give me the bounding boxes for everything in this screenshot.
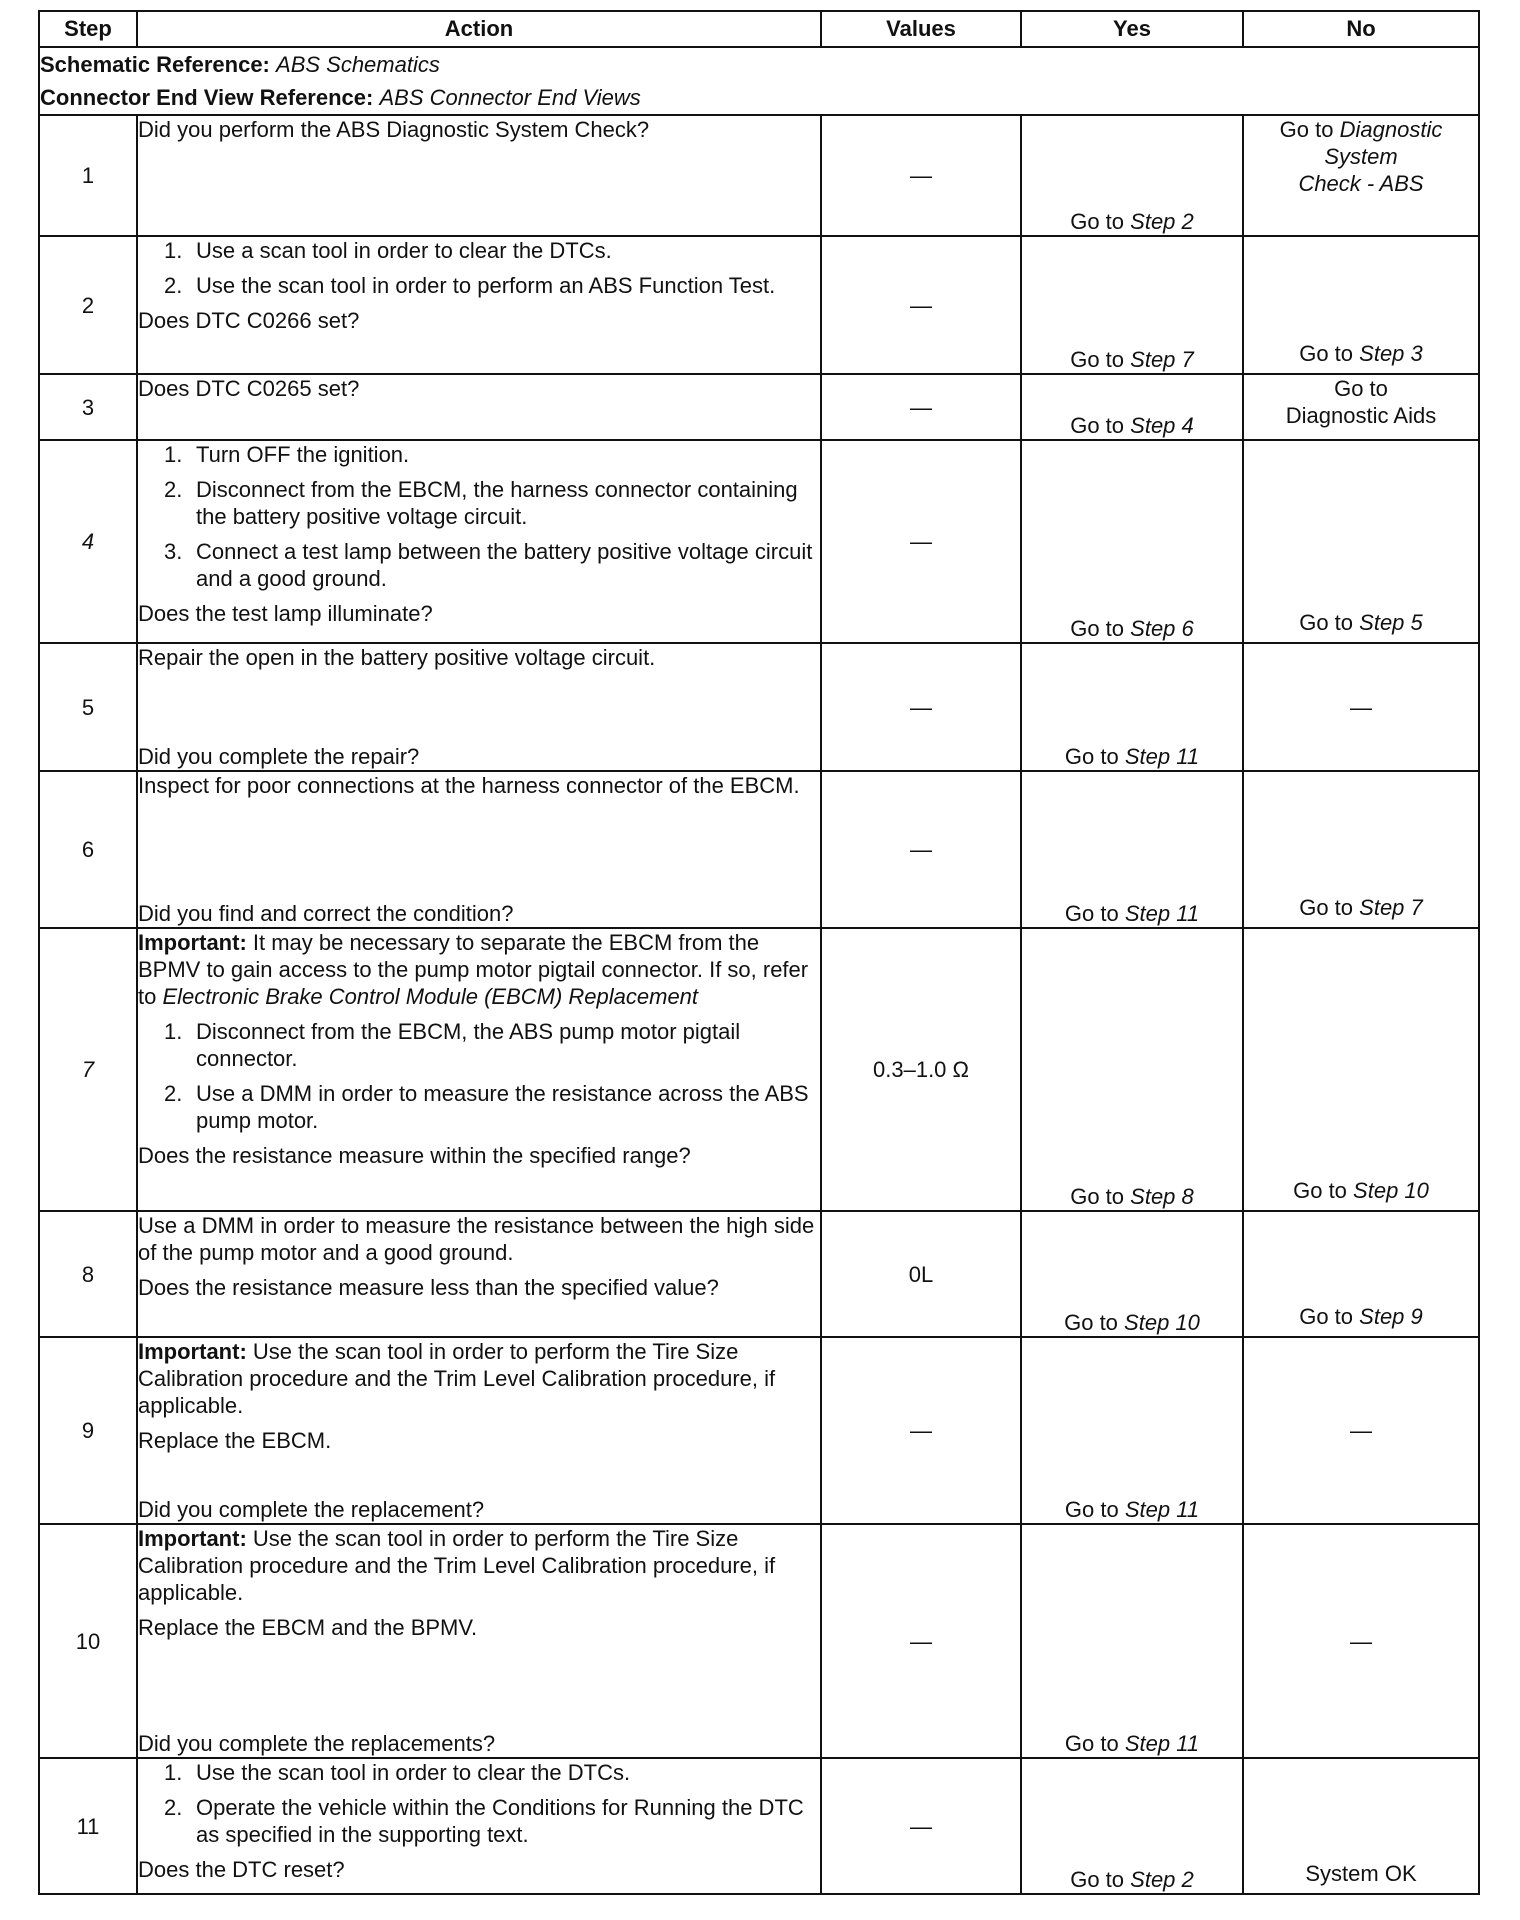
action-question: Does the resistance measure less than the specified value? xyxy=(138,1275,719,1300)
step-number: 11 xyxy=(39,1758,137,1894)
step-number: 8 xyxy=(39,1211,137,1337)
no-prefix: Go to xyxy=(1299,895,1354,920)
value-cell: 0.3–1.0 Ω xyxy=(821,928,1021,1211)
yes-target: Step 6 xyxy=(1130,616,1194,641)
action-cell xyxy=(137,115,821,236)
table-row xyxy=(39,928,1479,1211)
important-note xyxy=(138,1525,820,1606)
action-cell xyxy=(137,771,821,928)
value-cell: 0L xyxy=(821,1211,1021,1337)
step-number: 9 xyxy=(39,1337,137,1524)
table-row xyxy=(39,1211,1479,1337)
no-cell: — xyxy=(1243,643,1479,771)
table-row xyxy=(39,440,1479,643)
yes-prefix: Go to xyxy=(1064,1731,1119,1756)
no-prefix: Go to xyxy=(1299,341,1354,366)
no-cell[interactable] xyxy=(1243,771,1479,928)
action-cell xyxy=(137,374,821,440)
yes-cell[interactable] xyxy=(1021,115,1243,236)
yes-cell[interactable] xyxy=(1021,1337,1243,1524)
no-cell: System OK xyxy=(1243,1758,1479,1894)
no-target-2: System xyxy=(1324,144,1398,169)
no-target: Step 5 xyxy=(1359,610,1423,635)
step-number: 1 xyxy=(39,115,137,236)
no-prefix: Go to xyxy=(1299,610,1354,635)
table-row xyxy=(39,374,1479,440)
no-cell: — xyxy=(1243,1524,1479,1758)
yes-cell[interactable] xyxy=(1021,928,1243,1211)
action-cell xyxy=(137,1758,821,1894)
action-intro: Repair the open in the battery positive voltage circuit. xyxy=(138,645,656,670)
value-cell: — xyxy=(821,1337,1021,1524)
connector-reference-link[interactable]: ABS Connector End Views xyxy=(379,85,641,110)
value-cell: — xyxy=(821,440,1021,643)
action-intro: Replace the EBCM and the BPMV. xyxy=(138,1615,478,1640)
action-question: Does DTC C0265 set? xyxy=(138,376,360,401)
step-number: 10 xyxy=(39,1524,137,1758)
header-step: Step xyxy=(39,11,137,47)
step-number: 4 xyxy=(39,440,137,643)
yes-prefix: Go to xyxy=(1064,1497,1119,1522)
header-action: Action xyxy=(137,11,821,47)
yes-prefix: Go to xyxy=(1070,1184,1125,1209)
yes-prefix: Go to xyxy=(1064,901,1119,926)
step-number: 3 xyxy=(39,374,137,440)
connector-reference xyxy=(40,81,1478,114)
important-note xyxy=(138,1338,820,1419)
step-number: 2 xyxy=(39,236,137,374)
important-label: Important: xyxy=(138,930,247,955)
action-step: 2. Operate the vehicle within the Conditions for Running the DTC as specified in the supporting text. xyxy=(164,1795,804,1847)
important-label: Important: xyxy=(138,1339,247,1364)
no-prefix: Go to xyxy=(1334,376,1388,401)
table-row xyxy=(39,1758,1479,1894)
action-question: Does DTC C0266 set? xyxy=(138,308,360,333)
important-note xyxy=(138,929,820,1010)
action-cell xyxy=(137,1211,821,1337)
yes-target: Step 11 xyxy=(1124,744,1200,769)
yes-target: Step 11 xyxy=(1124,1497,1200,1522)
diagnostic-table xyxy=(38,10,1480,1895)
no-target: Step 10 xyxy=(1353,1178,1429,1203)
yes-prefix: Go to xyxy=(1070,209,1125,234)
action-question: Did you complete the replacement? xyxy=(138,1497,485,1522)
header-values: Values xyxy=(821,11,1021,47)
action-step: 3. Connect a test lamp between the battery positive voltage circuit and a good ground. xyxy=(164,539,813,591)
action-step: 1. Use the scan tool in order to clear the DTCs. xyxy=(164,1760,631,1785)
table-row xyxy=(39,115,1479,236)
no-prefix: Go to xyxy=(1293,1178,1347,1203)
value-cell: — xyxy=(821,374,1021,440)
step-number: 5 xyxy=(39,643,137,771)
schematic-reference-label: Schematic Reference: xyxy=(40,52,270,77)
no-cell[interactable] xyxy=(1243,236,1479,374)
no-cell[interactable] xyxy=(1243,1211,1479,1337)
action-steps xyxy=(138,237,820,299)
step-number: 6 xyxy=(39,771,137,928)
action-step: 1. Use a scan tool in order to clear the DTCs. xyxy=(164,238,612,263)
action-question: Does the DTC reset? xyxy=(138,1857,345,1882)
no-target-1: Diagnostic xyxy=(1339,117,1443,142)
no-target: Step 3 xyxy=(1359,341,1423,366)
no-cell[interactable] xyxy=(1243,440,1479,643)
action-cell xyxy=(137,928,821,1211)
reference-row xyxy=(39,47,1479,115)
header-row xyxy=(39,11,1479,47)
yes-cell[interactable] xyxy=(1021,236,1243,374)
step-number: 7 xyxy=(39,928,137,1211)
yes-cell[interactable] xyxy=(1021,374,1243,440)
action-cell xyxy=(137,1337,821,1524)
action-steps xyxy=(138,441,820,592)
action-step: 2. Use the scan tool in order to perform an ABS Function Test. xyxy=(164,273,776,298)
table-row xyxy=(39,771,1479,928)
yes-target: Step 2 xyxy=(1130,209,1194,234)
yes-prefix: Go to xyxy=(1064,1310,1118,1335)
yes-prefix: Go to xyxy=(1070,616,1125,641)
reference-cell xyxy=(39,47,1479,115)
yes-prefix: Go to xyxy=(1070,1867,1125,1892)
table-row xyxy=(39,1524,1479,1758)
no-target: Step 9 xyxy=(1359,1304,1423,1329)
no-target: Diagnostic Aids xyxy=(1285,403,1437,428)
value-cell: — xyxy=(821,236,1021,374)
action-question: Did you find and correct the condition? xyxy=(138,901,514,926)
yes-target: Step 4 xyxy=(1130,413,1194,438)
schematic-reference-link[interactable]: ABS Schematics xyxy=(276,52,440,77)
no-target: Step 7 xyxy=(1359,895,1423,920)
value-cell: — xyxy=(821,771,1021,928)
action-intro: Inspect for poor connections at the harness connector of the EBCM. xyxy=(138,773,800,798)
yes-target: Step 11 xyxy=(1124,901,1200,926)
yes-cell[interactable] xyxy=(1021,1758,1243,1894)
no-cell[interactable] xyxy=(1243,115,1479,236)
table-row xyxy=(39,1337,1479,1524)
yes-cell[interactable] xyxy=(1021,771,1243,928)
action-intro: Replace the EBCM. xyxy=(138,1428,332,1453)
no-target-3: Check - ABS xyxy=(1298,171,1424,196)
yes-cell[interactable] xyxy=(1021,440,1243,643)
yes-target: Step 8 xyxy=(1130,1184,1194,1209)
yes-prefix: Go to xyxy=(1070,413,1125,438)
yes-target: Step 10 xyxy=(1124,1310,1200,1335)
yes-target: Step 7 xyxy=(1130,347,1194,372)
no-prefix: Go to xyxy=(1279,117,1334,142)
important-text: Use the scan tool in order to perform the Tire Size Calibration procedure and the Trim Level Calibration procedure, if applicable. xyxy=(138,1339,776,1418)
yes-cell[interactable] xyxy=(1021,643,1243,771)
no-prefix: Go to xyxy=(1299,1304,1354,1329)
important-text: It may be necessary to separate the EBCM from the BPMV to gain access to the pump motor pigtail connector. If so, refer to xyxy=(138,930,809,1009)
action-cell xyxy=(137,440,821,643)
action-intro: Use a DMM in order to measure the resistance between the high side of the pump motor and a good ground. xyxy=(138,1213,815,1265)
value-cell: — xyxy=(821,1524,1021,1758)
yes-target: Step 2 xyxy=(1130,1867,1194,1892)
yes-prefix: Go to xyxy=(1070,347,1125,372)
action-question: Does the test lamp illuminate? xyxy=(138,601,433,626)
value-cell: — xyxy=(821,1758,1021,1894)
action-question: Did you perform the ABS Diagnostic System Check? xyxy=(138,117,650,142)
important-label: Important: xyxy=(138,1526,247,1551)
no-cell: — xyxy=(1243,1337,1479,1524)
yes-target: Step 11 xyxy=(1124,1731,1200,1756)
action-step: 1. Disconnect from the EBCM, the ABS pump motor pigtail connector. xyxy=(164,1019,741,1071)
yes-prefix: Go to xyxy=(1064,744,1119,769)
no-cell[interactable] xyxy=(1243,928,1479,1211)
value-cell: — xyxy=(821,115,1021,236)
header-no: No xyxy=(1243,11,1479,47)
header-yes: Yes xyxy=(1021,11,1243,47)
action-question: Did you complete the replacements? xyxy=(138,1731,496,1756)
value-cell: — xyxy=(821,643,1021,771)
action-cell xyxy=(137,236,821,374)
action-question: Does the resistance measure within the specified range? xyxy=(138,1143,691,1168)
action-step: 2. Use a DMM in order to measure the resistance across the ABS pump motor. xyxy=(164,1081,809,1133)
action-question: Did you complete the repair? xyxy=(138,744,420,769)
action-steps xyxy=(138,1018,820,1134)
action-cell xyxy=(137,643,821,771)
yes-cell[interactable] xyxy=(1021,1524,1243,1758)
no-cell[interactable] xyxy=(1243,374,1479,440)
action-step: 2. Disconnect from the EBCM, the harness connector containing the battery positive voltage circuit. xyxy=(164,477,798,529)
schematic-reference xyxy=(40,48,1478,81)
table-row xyxy=(39,643,1479,771)
action-step: 1. Turn OFF the ignition. xyxy=(164,442,410,467)
important-text: Use the scan tool in order to perform the Tire Size Calibration procedure and the Trim Level Calibration procedure, if applicable. xyxy=(138,1526,776,1605)
yes-cell[interactable] xyxy=(1021,1211,1243,1337)
action-steps xyxy=(138,1759,820,1848)
ebcm-replacement-link[interactable]: Electronic Brake Control Module (EBCM) Replacement xyxy=(162,984,699,1009)
table-row xyxy=(39,236,1479,374)
connector-reference-label: Connector End View Reference: xyxy=(40,85,374,110)
action-cell xyxy=(137,1524,821,1758)
